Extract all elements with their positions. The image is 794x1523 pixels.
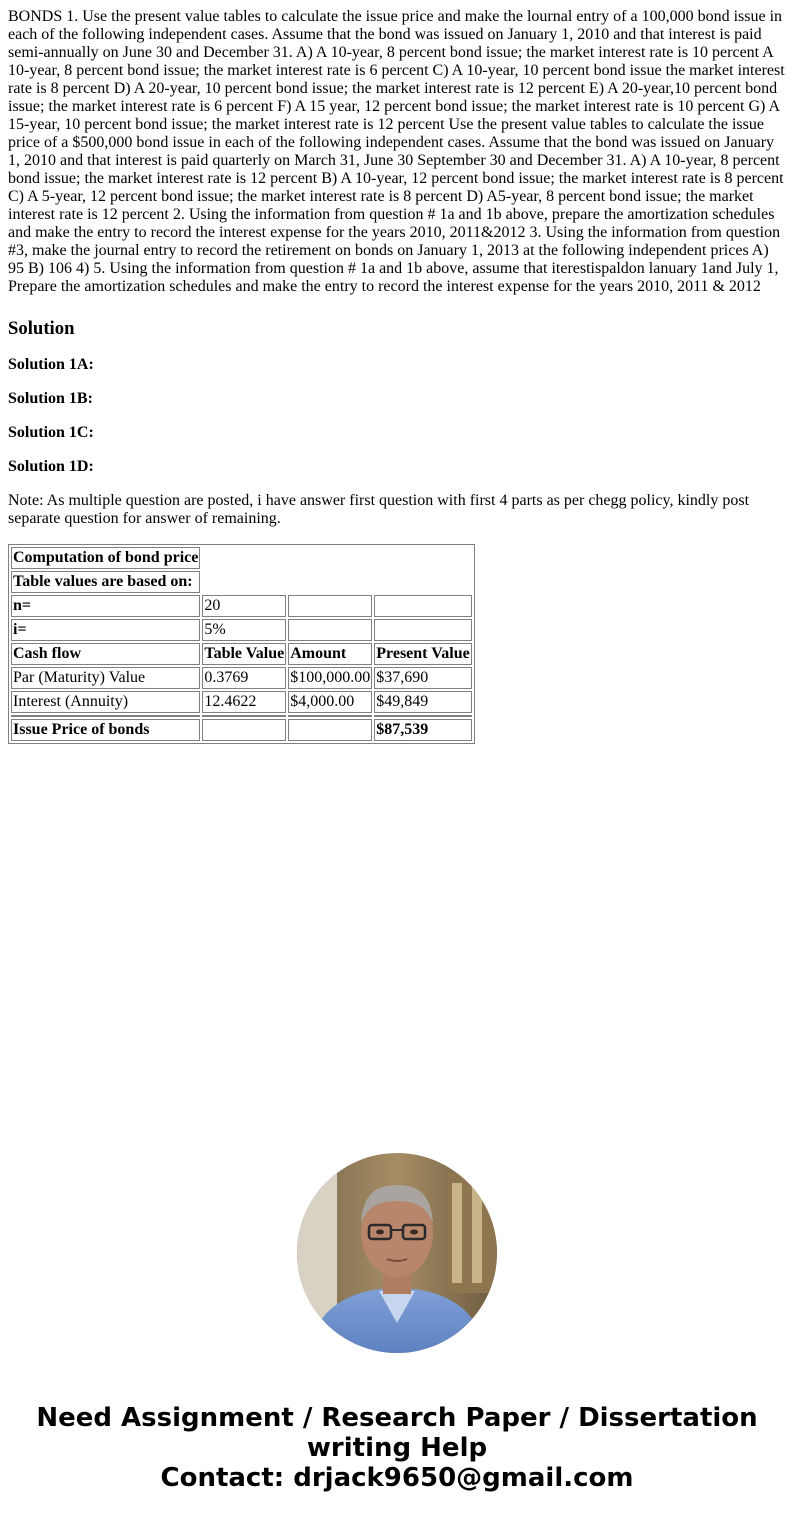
header-amount: Amount xyxy=(288,643,372,665)
table-row xyxy=(11,691,472,713)
table-separator xyxy=(11,715,472,717)
solution-heading: Solution xyxy=(8,318,75,339)
table-total-row xyxy=(11,719,472,741)
table-row xyxy=(11,667,472,689)
total-value: $87,539 xyxy=(374,719,471,741)
solution-1a: Solution 1A: xyxy=(8,356,94,373)
i-label: i= xyxy=(11,619,200,641)
cell-cash-flow: Interest (Annuity) xyxy=(11,691,200,713)
question-text: BONDS 1. Use the present value tables to calculate the issue price and make the lournal entry of a 100,000 bond issue in each of the following independent cases. Assume that the bond was issued on January 1, 2010 and that interest is paid semi-annually on June 30 and December 31. A) A 10-year, 8 percent bond issue; the market interest rate is 10 percent A 10-year, 8 percent bond issue; the market interest rate is 6 percent C) A 10-year, 10 percent bond issue the market interest rate is 8 percent D) A 20-year, 10 percent bond issue; the market interest rate is 12 percent E) A 20-year,10 percent bond issue; the market interest rate is 6 percent F) A 15 year, 12 percent bond issue; the market interest rate is 10 percent G) A 15-year, 10 percent bond issue; the market interest rate is 12 percent Use the present value tables to calculate the issue price of a $500,000 bond issue in each of the following independent cases. Assume that the bond was issued on January 1, 2010 and that interest is paid quarterly on March 31, June 30 September 30 and December 31. A) A 10-year, 8 percent bond issue; the market interest rate is 12 percent B) A 10-year, 12 percent bond issue; the market interest rate is 8 percent C) A 5-year, 12 percent bond issue; the market interest rate is 8 percent D) A5-year, 8 percent bond issue; the market interest rate is 12 percent 2. Using the information from question # 1a and 1b above, prepare the amortization schedules and make the entry to record the interest expense for the years 2010, 2011&2012 3. Using the information from question #3, make the journal entry to record the retirement on bonds on January 1, 2013 at the following independent prices A) 95 B) 106 4) 5. Using the information from question # 1a and 1b above, assume that iterestispaldon lanuary 1and July 1, Prepare the amortization schedules and make the entry to record the interest expense for the years 2010, 2011 & 2012 xyxy=(8,8,785,295)
cell-amount: $4,000.00 xyxy=(288,691,372,713)
note-text: Note: As multiple question are posted, i have answer first question with first 4 parts as per chegg policy, kindly post separate question for answer of remaining. xyxy=(8,492,750,527)
i-value: 5% xyxy=(202,619,286,641)
table-row xyxy=(11,619,472,641)
n-value: 20 xyxy=(202,595,286,617)
n-label: n= xyxy=(11,595,200,617)
page-content xyxy=(0,0,794,752)
table-row xyxy=(11,595,472,617)
cell-cash-flow: Par (Maturity) Value xyxy=(11,667,200,689)
solution-1b: Solution 1B: xyxy=(8,390,93,407)
footer-line-1: Need Assignment / Research Paper / Dissertation xyxy=(36,1403,758,1433)
table-row xyxy=(11,547,472,569)
cell-present-value: $37,690 xyxy=(374,667,471,689)
cell-table-value: 0.3769 xyxy=(202,667,286,689)
header-table-value: Table Value xyxy=(202,643,286,665)
table-based-on: Table values are based on: xyxy=(11,571,200,593)
avatar xyxy=(297,1153,497,1353)
footer-contact: Contact: drjack9650@gmail.com xyxy=(160,1463,634,1493)
person-photo-icon xyxy=(297,1153,497,1353)
total-label: Issue Price of bonds xyxy=(11,719,200,741)
footer-line-2: writing Help xyxy=(306,1433,488,1463)
cell-present-value: $49,849 xyxy=(374,691,471,713)
solution-1c: Solution 1C: xyxy=(8,424,94,441)
table-header-row xyxy=(11,643,472,665)
footer-banner xyxy=(0,1403,794,1493)
table-row xyxy=(11,571,472,593)
table-title: Computation of bond price xyxy=(11,547,200,569)
cell-amount: $100,000.00 xyxy=(288,667,372,689)
bond-price-table xyxy=(8,544,475,744)
solution-1d: Solution 1D: xyxy=(8,458,94,475)
header-present-value: Present Value xyxy=(374,643,471,665)
cell-table-value: 12.4622 xyxy=(202,691,286,713)
header-cash-flow: Cash flow xyxy=(11,643,200,665)
